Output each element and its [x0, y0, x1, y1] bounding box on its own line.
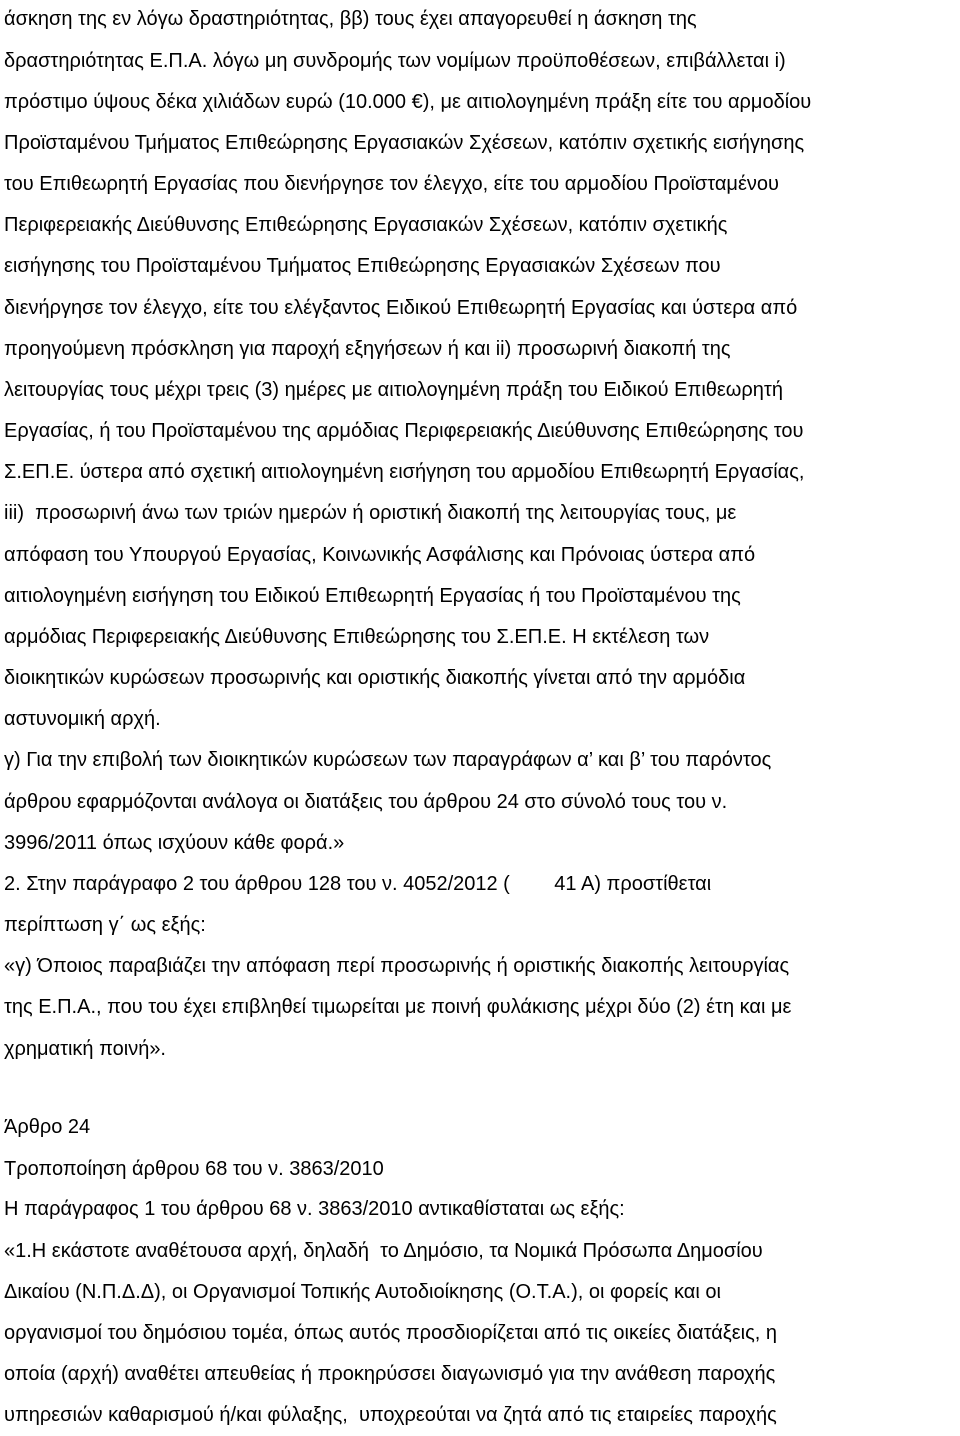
article-subheading: Τροποποίηση άρθρου 68 του ν. 3863/2010 — [4, 1158, 384, 1180]
text-line: άσκηση της εν λόγω δραστηριότητας, ββ) τους έχει απαγορευθεί η άσκηση της — [4, 8, 697, 30]
text-line: διοικητικών κυρώσεων προσωρινής και οριστικής διακοπής γίνεται από την αρμόδια — [4, 667, 746, 689]
text-line: «1.Η εκάστοτε αναθέτουσα αρχή, δηλαδή το Δημόσιο, τα Νομικά Πρόσωπα Δημοσίου — [4, 1240, 763, 1262]
text-line: αστυνομική αρχή. — [4, 708, 161, 730]
text-line: γ) Για την επιβολή των διοικητικών κυρώσεων των παραγράφων α’ και β’ του παρόντος — [4, 749, 772, 771]
text-line: περίπτωση γ΄ ως εξής: — [4, 914, 206, 936]
text-line: της Ε.Π.Α., που του έχει επιβληθεί τιμωρείται με ποινή φυλάκισης μέχρι δύο (2) έτη και με — [4, 996, 792, 1018]
article-heading: Άρθρο 24 — [4, 1116, 91, 1138]
text-line: απόφαση του Υπουργού Εργασίας, Κοινωνικής Ασφάλισης και Πρόνοιας ύστερα από — [4, 544, 756, 566]
text-line: Σ.ΕΠ.Ε. ύστερα από σχετική αιτιολογημένη εισήγηση του αρμοδίου Επιθεωρητή Εργασίας, — [4, 461, 805, 483]
text-line: οποία (αρχή) αναθέτει απευθείας ή προκηρύσσει διαγωνισμό για την ανάθεση παροχής — [4, 1363, 776, 1385]
text-line: εισήγησης του Προϊσταμένου Τμήματος Επιθεώρησης Εργασιακών Σχέσεων που — [4, 255, 721, 277]
text-line: οργανισμοί του δημόσιου τομέα, όπως αυτός προσδιορίζεται από τις οικείες διατάξεις, η — [4, 1322, 777, 1344]
text-line: Δικαίου (Ν.Π.Δ.Δ), οι Οργανισμοί Τοπικής Αυτοδιοίκησης (Ο.Τ.Α.), οι φορείς και οι — [4, 1281, 721, 1303]
text-line: διενήργησε τον έλεγχο, είτε του ελέγξαντος Ειδικού Επιθεωρητή Εργασίας και ύστερα από — [4, 297, 798, 319]
text-line: 2. Στην παράγραφο 2 του άρθρου 128 του ν. 4052/2012 ( 41 Α) προστίθεται — [4, 873, 712, 895]
text-line: iii) προσωρινή άνω των τριών ημερών ή οριστική διακοπή της λειτουργίας τους, με — [4, 502, 737, 524]
text-line: δραστηριότητας Ε.Π.Α. λόγω μη συνδρομής των νομίμων προϋποθέσεων, επιβάλλεται i) — [4, 50, 786, 72]
text-line: άρθρου εφαρμόζονται ανάλογα οι διατάξεις του άρθρου 24 στο σύνολό τους του ν. — [4, 791, 728, 813]
text-line: υπηρεσιών καθαρισμού ή/και φύλαξης, υποχρεούται να ζητά από τις εταιρείες παροχής — [4, 1404, 777, 1426]
text-line: Περιφερειακής Διεύθυνσης Επιθεώρησης Εργασιακών Σχέσεων, κατόπιν σχετικής — [4, 214, 728, 236]
text-line: χρηματική ποινή». — [4, 1038, 166, 1060]
text-line: 3996/2011 όπως ισχύουν κάθε φορά.» — [4, 832, 345, 854]
text-line: Εργασίας, ή του Προϊσταμένου της αρμόδιας Περιφερειακής Διεύθυνσης Επιθεώρησης του — [4, 420, 804, 442]
text-line: Η παράγραφος 1 του άρθρου 68 ν. 3863/2010 αντικαθίσταται ως εξής: — [4, 1198, 625, 1220]
text-line: προηγούμενη πρόσκληση για παροχή εξηγήσεων ή και ii) προσωρινή διακοπή της — [4, 338, 731, 360]
text-line: λειτουργίας τους μέχρι τρεις (3) ημέρες με αιτιολογημένη πράξη του Ειδικού Επιθεωρητή — [4, 379, 783, 401]
text-line: αρμόδιας Περιφερειακής Διεύθυνσης Επιθεώρησης του Σ.ΕΠ.Ε. Η εκτέλεση των — [4, 626, 710, 648]
text-line: αιτιολογημένη εισήγηση του Ειδικού Επιθεωρητή Εργασίας ή του Προϊσταμένου της — [4, 585, 741, 607]
text-line: «γ) Όποιος παραβιάζει την απόφαση περί προσωρινής ή οριστικής διακοπής λειτουργίας — [4, 955, 790, 977]
text-line: πρόστιμο ύψους δέκα χιλιάδων ευρώ (10.000 €), με αιτιολογημένη πράξη είτε του αρμοδίου — [4, 91, 812, 113]
text-line: του Επιθεωρητή Εργασίας που διενήργησε τον έλεγχο, είτε του αρμοδίου Προϊσταμένου — [4, 173, 779, 195]
text-line: Προϊσταμένου Τμήματος Επιθεώρησης Εργασιακών Σχέσεων, κατόπιν σχετικής εισήγησης — [4, 132, 805, 154]
